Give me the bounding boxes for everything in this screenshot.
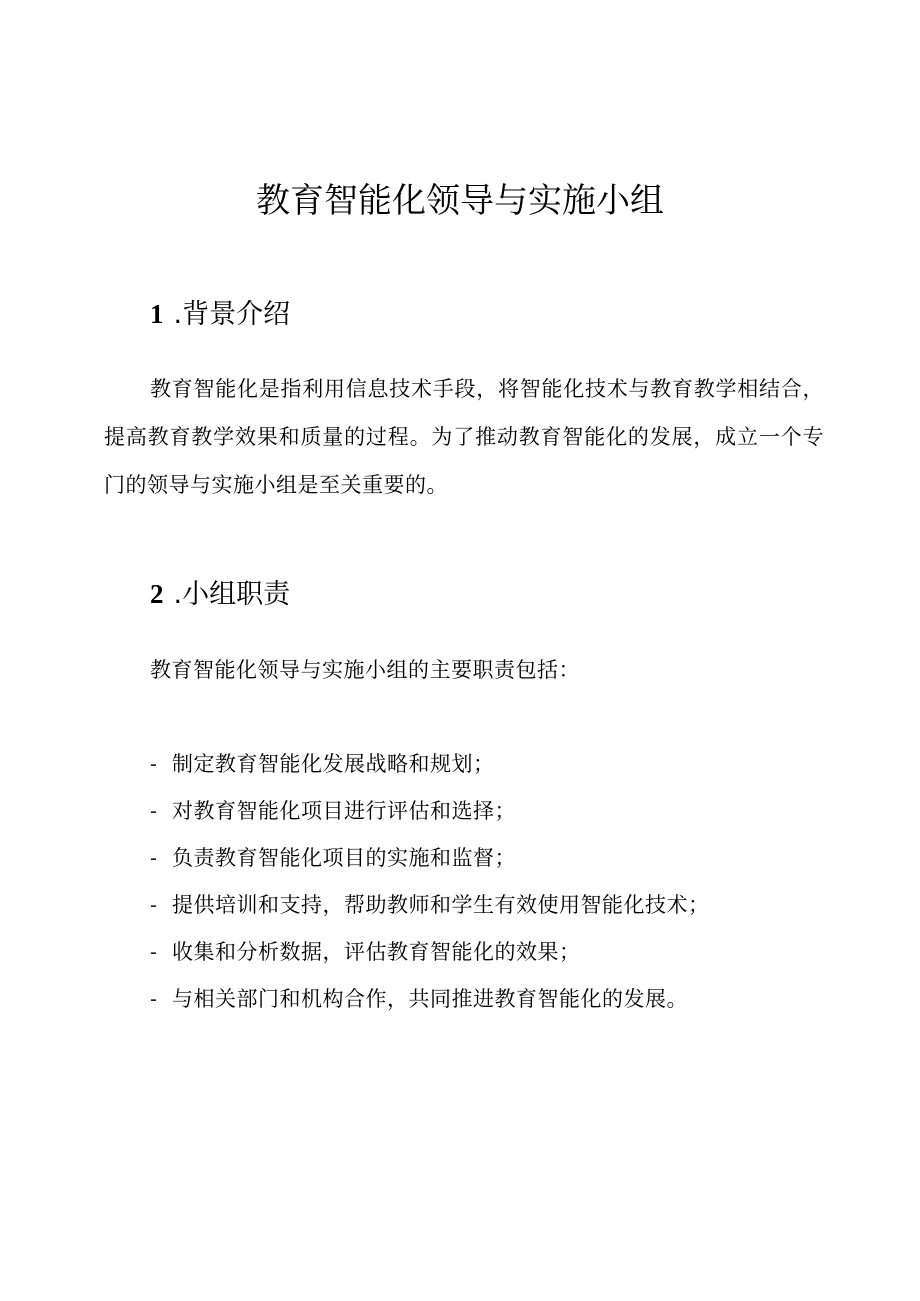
list-item: [150, 741, 710, 788]
list-item: [150, 976, 710, 1023]
section-number: 1: [150, 299, 164, 329]
bullet-dash: -: [150, 941, 158, 964]
section-number: 2: [150, 579, 164, 609]
bullet-dash: -: [150, 847, 158, 870]
bullet-dash: -: [150, 753, 158, 776]
bullet-dash: -: [150, 800, 158, 823]
bullet-dash: -: [150, 988, 158, 1011]
list-item-text: 对教育智能化项目进行评估和选择；: [172, 799, 516, 823]
list-item: [150, 882, 710, 929]
section-heading-text: .背景介绍: [173, 299, 291, 330]
document-title: 教育智能化领导与实施小组: [256, 181, 664, 221]
duty-list: [150, 741, 710, 1023]
list-item-text: 收集和分析数据，评估教育智能化的效果；: [172, 940, 581, 964]
list-item-text: 提供培训和支持，帮助教师和学生有效使用智能化技术；: [172, 893, 710, 917]
list-item-text: 与相关部门和机构合作，共同推进教育智能化的发展。: [172, 987, 688, 1011]
list-item: [150, 788, 710, 835]
bullet-dash: -: [150, 894, 158, 917]
duties-intro: 教育智能化领导与实施小组的主要职责包括：: [150, 658, 580, 682]
list-item-text: 负责教育智能化项目的实施和监督；: [172, 846, 516, 870]
background-paragraph: 教育智能化是指利用信息技术手段，将智能化技术与教育教学相结合，提高教育教学效果和质量的过程。为了推动教育智能化的发展，成立一个专门的领导与实施小组是至关重要的。: [104, 377, 824, 497]
section-heading-background: [150, 294, 290, 335]
section-heading-text: .小组职责: [173, 579, 291, 610]
section-heading-duties: [150, 574, 290, 615]
list-item: [150, 929, 710, 976]
list-item: [150, 835, 710, 882]
list-item-text: 制定教育智能化发展战略和规划；: [172, 752, 495, 776]
